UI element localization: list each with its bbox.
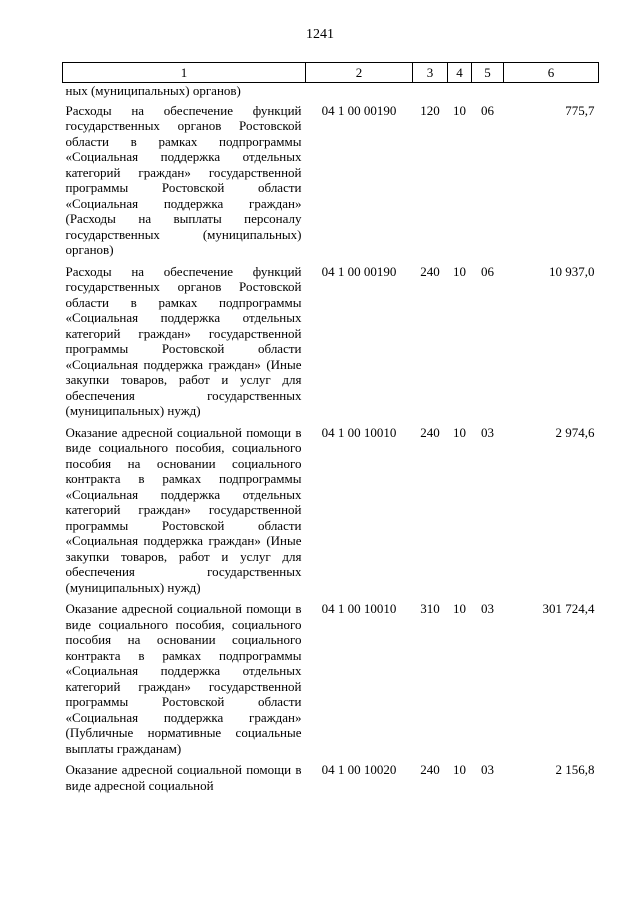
header-col-4: 4	[448, 63, 472, 83]
header-col-2: 2	[306, 63, 413, 83]
expense-type-code: 120	[420, 102, 440, 118]
target-article-code: 04 1 00 10010	[321, 424, 397, 440]
section-code: 10	[453, 263, 466, 279]
expense-type-code: 310	[420, 601, 440, 616]
row-description: Оказание адресной социальной помощи в виде социального пособия, социального пособия на основании социального контракта в рамках подпрограммы «Социальная поддержка отдельных категорий граждан» государственной программы Ростовской области «Социальная поддержка граждан» (Публичные нормативные социальные выплаты гражданам)	[65, 601, 302, 756]
section-code: 10	[453, 762, 466, 777]
amount-value: 775,7	[565, 102, 595, 118]
target-article-code: 04 1 00 00190	[321, 263, 397, 279]
table-row	[63, 762, 599, 799]
expense-type-code: 240	[420, 424, 440, 440]
target-article-code: 04 1 00 10010	[321, 601, 397, 616]
row-description: Расходы на обеспечение функций государственных органов Ростовской области в рамках подпрограммы «Социальная поддержка отдельных категорий граждан» государственной программы Ростовской области «Социальная поддержка граждан» (Иные закупки товаров, работ и услуг для обеспечения государственных (муниципальных) нужд)	[65, 263, 302, 418]
target-article-code: 04 1 00 10020	[321, 762, 397, 777]
table-row	[63, 425, 599, 602]
row-description: ных (муниципальных) органов)	[65, 83, 241, 98]
row-description: Оказание адресной социальной помощи в виде социального пособия, социального пособия на основании социального контракта в рамках подпрограммы «Социальная поддержка отдельных категорий граждан» государственной программы Ростовской области «Социальная поддержка граждан» (Иные закупки товаров, работ и услуг для обеспечения государственных (муниципальных) нужд)	[65, 424, 302, 595]
header-col-6: 6	[504, 63, 599, 83]
header-col-5: 5	[472, 63, 504, 83]
amount-value: 10 937,0	[549, 263, 595, 279]
amount-value: 2 974,6	[555, 424, 595, 440]
subsection-code: 03	[481, 424, 494, 440]
table-row	[63, 264, 599, 425]
subsection-code: 06	[481, 102, 494, 118]
table-row-continuation	[63, 83, 599, 103]
budget-table	[62, 62, 599, 799]
row-description: Оказание адресной социальной помощи в виде адресной социальной	[65, 762, 302, 793]
amount-value: 301 724,4	[542, 601, 595, 616]
expense-type-code: 240	[420, 263, 440, 279]
amount-value: 2 156,8	[555, 762, 595, 777]
section-code: 10	[453, 424, 466, 440]
header-col-3: 3	[413, 63, 448, 83]
table-row	[63, 601, 599, 762]
row-description: Расходы на обеспечение функций государственных органов Ростовской области в рамках подпрограммы «Социальная поддержка отдельных категорий граждан» государственной программы Ростовской области «Социальная поддержка граждан» (Расходы на выплаты персоналу государственных (муниципальных) органов)	[65, 102, 302, 257]
table-header	[63, 63, 599, 83]
page-number: 1241	[306, 27, 334, 42]
table-row	[63, 103, 599, 264]
section-code: 10	[453, 102, 466, 118]
subsection-code: 06	[481, 263, 494, 279]
subsection-code: 03	[481, 601, 494, 616]
header-col-1: 1	[63, 63, 306, 83]
expense-type-code: 240	[420, 762, 440, 777]
target-article-code: 04 1 00 00190	[321, 102, 397, 118]
section-code: 10	[453, 601, 466, 616]
subsection-code: 03	[481, 762, 494, 777]
